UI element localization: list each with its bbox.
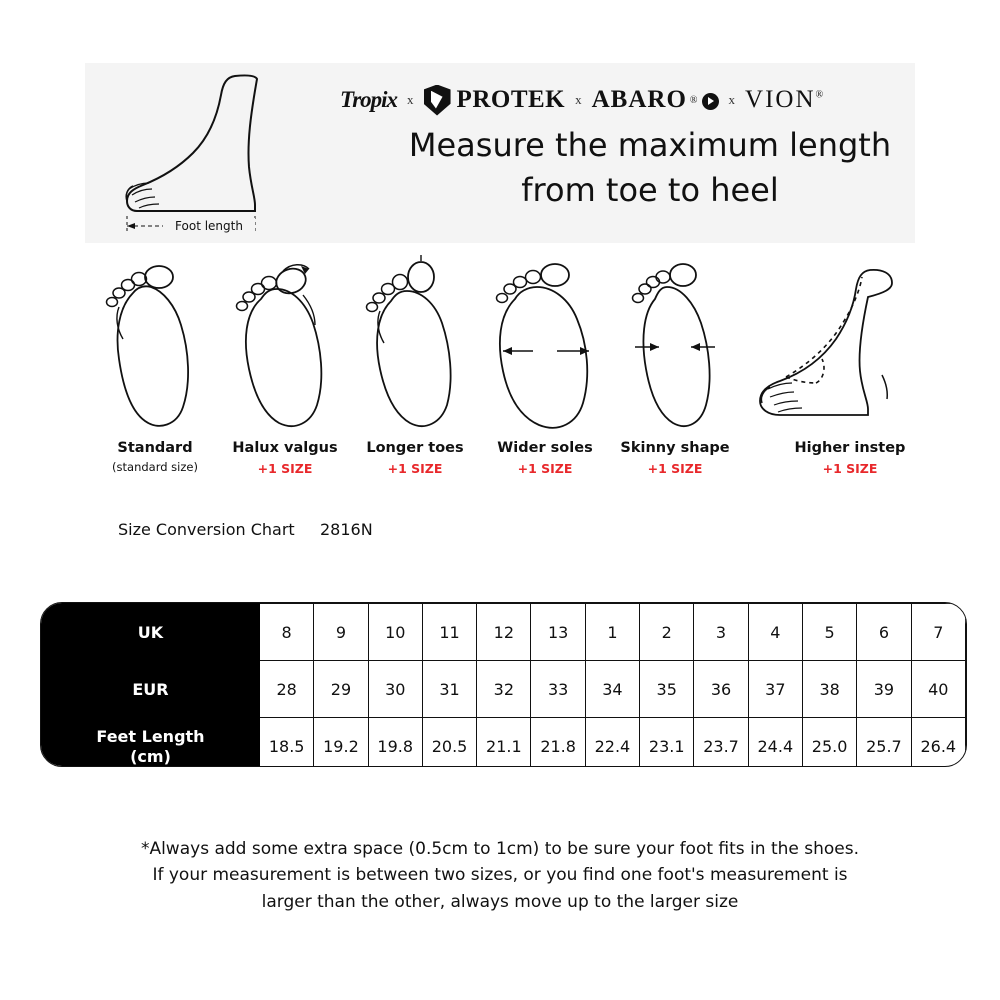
abaro-registered-mark: ®	[689, 94, 699, 106]
cell-len-2: 19.8	[368, 718, 422, 768]
abaro-wordmark: ABARO	[591, 86, 687, 113]
foot-type-label: Standard	[117, 440, 193, 456]
cell-eur-0: 28	[260, 661, 314, 718]
skinny-shape-foot-illustration	[615, 255, 735, 440]
cell-uk-8: 3	[694, 604, 748, 661]
size-conversion-table	[40, 602, 967, 767]
cell-uk-4: 12	[477, 604, 531, 661]
foot-type-label: Longer toes	[366, 440, 464, 456]
cell-eur-4: 32	[477, 661, 531, 718]
footnote-line-1: *Always add some extra space (0.5cm to 1cm) to be sure your foot fits in the shoes.	[140, 839, 860, 859]
foot-type-halux-valgus	[225, 255, 345, 505]
cell-len-9: 24.4	[748, 718, 802, 768]
size-chart-title: Size Conversion Chart	[118, 520, 295, 539]
cell-eur-12: 40	[911, 661, 965, 718]
protek-wordmark: PROTEK	[456, 86, 566, 113]
cell-len-11: 25.7	[857, 718, 911, 768]
foot-type-size-note: +1 SIZE	[387, 461, 443, 476]
cell-len-12: 26.4	[911, 718, 965, 768]
foot-type-label: Higher instep	[794, 440, 906, 456]
foot-side-profile-illustration	[105, 71, 335, 236]
foot-type-higher-instep	[750, 255, 950, 505]
vion-logo	[745, 86, 825, 114]
headline-line-1: Measure the maximum length	[408, 126, 892, 164]
table-row	[42, 718, 966, 768]
headline	[340, 123, 960, 214]
vion-wordmark: VION	[745, 86, 816, 113]
cell-uk-7: 2	[640, 604, 694, 661]
standard-foot-illustration	[95, 255, 215, 440]
cell-uk-11: 6	[857, 604, 911, 661]
row-header-feet-length	[42, 718, 260, 768]
longer-toes-foot-illustration	[355, 255, 475, 440]
foot-type-wider-soles	[485, 255, 605, 505]
cell-len-6: 22.4	[585, 718, 639, 768]
brand-logo-row	[340, 79, 900, 121]
footnote-line-3: larger than the other, always move up to the larger size	[261, 891, 739, 912]
cell-eur-2: 30	[368, 661, 422, 718]
higher-instep-foot-illustration	[750, 255, 950, 440]
cell-eur-10: 38	[802, 661, 856, 718]
row-header-feet-length-line2: (cm)	[130, 746, 171, 766]
cell-eur-3: 31	[422, 661, 476, 718]
row-header-feet-length-line1: Feet Length	[96, 726, 205, 746]
foot-type-size-note: +1 SIZE	[647, 461, 703, 476]
cell-uk-6: 1	[585, 604, 639, 661]
cell-eur-5: 33	[531, 661, 585, 718]
abaro-logo	[592, 86, 719, 114]
play-circle-icon	[702, 93, 719, 110]
header-banner	[85, 63, 915, 243]
cell-len-5: 21.8	[531, 718, 585, 768]
foot-type-standard	[95, 255, 215, 505]
cell-len-8: 23.7	[694, 718, 748, 768]
foot-type-label: Wider soles	[497, 440, 593, 456]
table-row	[42, 604, 966, 661]
brand-separator-1: x	[407, 92, 414, 107]
cell-eur-6: 34	[585, 661, 639, 718]
cell-len-10: 25.0	[802, 718, 856, 768]
row-header-eur: EUR	[42, 661, 260, 718]
headline-line-2: from toe to heel	[521, 171, 779, 210]
footnote-line-2: If your measurement is between two sizes, or you find one foot's measurement is	[152, 865, 848, 886]
wider-soles-foot-illustration	[485, 255, 605, 440]
cell-len-1: 19.2	[314, 718, 368, 768]
brand-separator-3: x	[728, 92, 736, 107]
cell-eur-9: 37	[748, 661, 802, 718]
brand-separator-2: x	[575, 92, 582, 107]
cell-uk-10: 5	[802, 604, 856, 661]
protek-logo	[424, 85, 566, 116]
foot-type-label: Halux valgus	[232, 440, 338, 456]
foot-type-label: Skinny shape	[620, 440, 730, 456]
cell-uk-5: 13	[531, 604, 585, 661]
cell-uk-9: 4	[748, 604, 802, 661]
foot-type-size-note: +1 SIZE	[517, 461, 573, 476]
cell-eur-7: 35	[640, 661, 694, 718]
cell-len-7: 23.1	[640, 718, 694, 768]
tropix-logo: Tropix	[340, 87, 398, 112]
cell-uk-1: 9	[314, 604, 368, 661]
cell-eur-1: 29	[314, 661, 368, 718]
row-header-uk: UK	[42, 604, 260, 661]
cell-uk-0: 8	[260, 604, 314, 661]
vion-registered-mark: ®	[815, 89, 826, 101]
foot-type-row	[85, 255, 945, 505]
cell-len-0: 18.5	[260, 718, 314, 768]
cell-uk-2: 10	[368, 604, 422, 661]
foot-length-caption: Foot length	[175, 219, 243, 233]
cell-eur-11: 39	[857, 661, 911, 718]
foot-type-longer-toes	[355, 255, 475, 505]
foot-type-size-note: +1 SIZE	[822, 461, 878, 476]
cell-eur-8: 36	[694, 661, 748, 718]
cell-uk-3: 11	[422, 604, 476, 661]
cell-uk-12: 7	[911, 604, 965, 661]
foot-type-size-note: +1 SIZE	[257, 461, 313, 476]
cell-len-3: 20.5	[422, 718, 476, 768]
cell-len-4: 21.1	[477, 718, 531, 768]
shield-icon	[424, 85, 451, 116]
table-row	[42, 661, 966, 718]
size-chart-model: 2816N	[320, 520, 373, 539]
foot-type-skinny-shape	[615, 255, 735, 505]
foot-type-sublabel: (standard size)	[112, 460, 198, 474]
footnote	[60, 836, 940, 915]
halux-valgus-foot-illustration	[225, 255, 345, 440]
